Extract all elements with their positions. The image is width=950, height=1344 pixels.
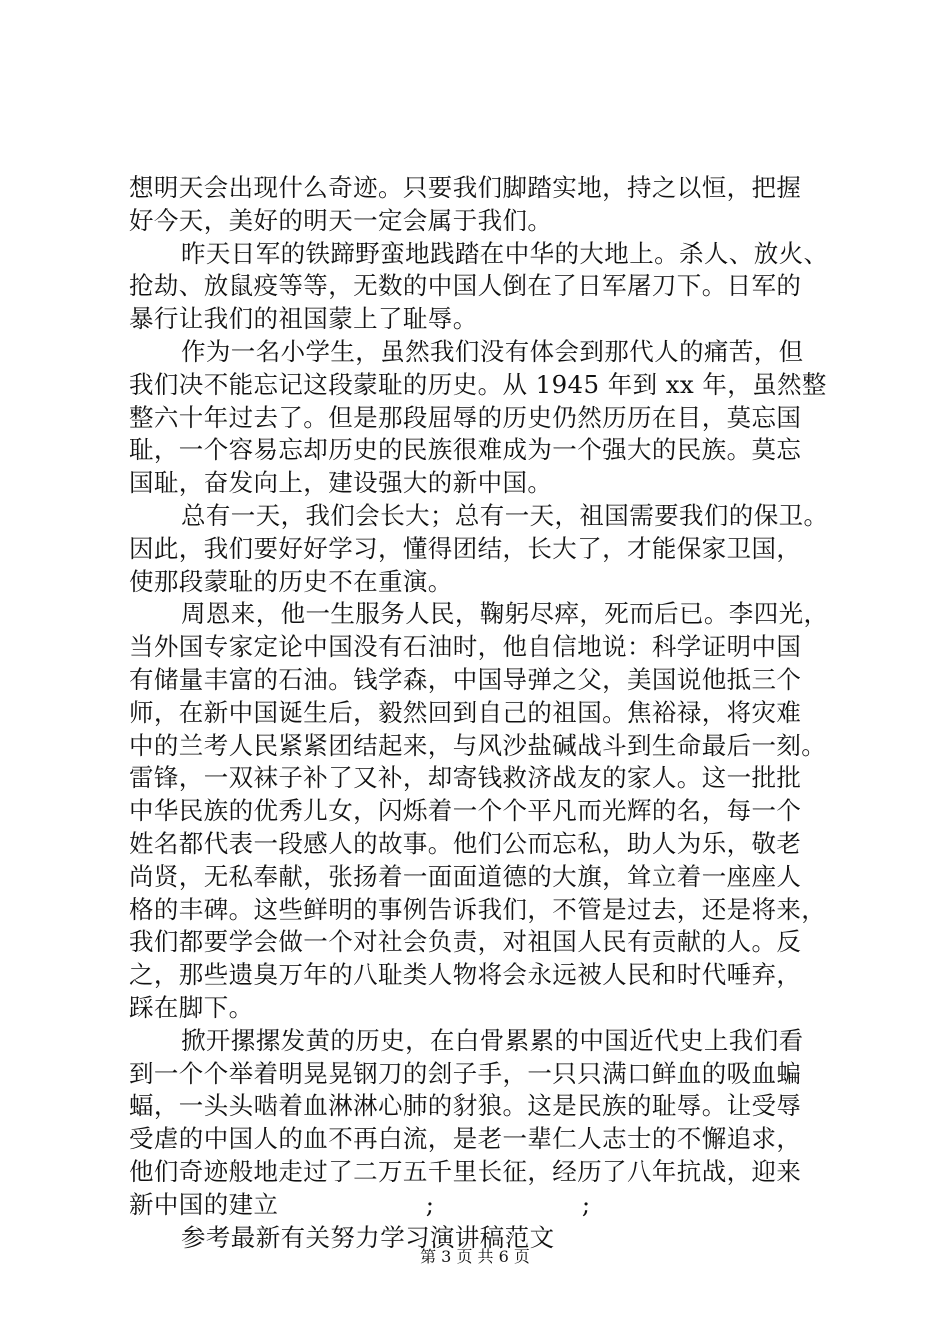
text-line: 受虐的中国人的血不再白流，是老一辈仁人志士的不懈追求， <box>129 1124 802 1154</box>
text-line: 之，那些遗臭万年的八耻类人物将会永远被人民和时代唾弃， <box>129 960 802 990</box>
paragraph-start-line: 周恩来，他一生服务人民，鞠躬尽瘁，死而后已。李四光， <box>181 599 829 629</box>
text-line: 我们决不能忘记这段蒙耻的历史。从 1945 年到 xx 年，虽然整 <box>129 369 827 399</box>
paragraph-start-line: 作为一名小学生，虽然我们没有体会到那代人的痛苦，但 <box>181 336 804 366</box>
paragraph-start-line: 总有一天，我们会长大；总有一天，祖国需要我们的保卫。 <box>181 500 829 530</box>
text-line: 好今天，美好的明天一定会属于我们。 <box>129 205 553 235</box>
text-line: 蝠，一头头啮着血淋淋心肺的豺狼。这是民族的耻辱。让受辱 <box>129 1091 802 1121</box>
paragraph-start-line: 参考最新有关努力学习演讲稿范文 <box>181 1222 555 1252</box>
text-line: 使那段蒙耻的历史不在重演。 <box>129 566 453 596</box>
text-line: 姓名都代表一段感人的故事。他们公而忘私，助人为乐，敬老 <box>129 828 802 858</box>
text-line: 整六十年过去了。但是那段屈辱的历史仍然历历在目，莫忘国 <box>129 402 802 432</box>
text-line: 想明天会出现什么奇迹。只要我们脚踏实地，持之以恒，把握 <box>129 173 802 202</box>
page-footer <box>0 1247 950 1267</box>
text-line: 中的兰考人民紧紧团结起来，与风沙盐碱战斗到生命最后一刻。 <box>129 730 827 760</box>
page-number-label: 第 3 页 共 6 页 <box>420 1247 530 1266</box>
paragraph-start-line: 昨天日军的铁蹄野蛮地践踏在中华的大地上。杀人、放火、 <box>181 238 829 268</box>
text-line: 抢劫、放鼠疫等等，无数的中国人倒在了日军屠刀下。日军的 <box>129 271 802 301</box>
text-line: 师，在新中国诞生后，毅然回到自己的祖国。焦裕禄，将灾难 <box>129 697 802 727</box>
text-line: 踩在脚下。 <box>129 992 254 1022</box>
text-line: 暴行让我们的祖国蒙上了耻辱。 <box>129 304 478 334</box>
document-body <box>129 172 829 1254</box>
text-line: 尚贤，无私奉献，张扬着一面面道德的大旗，耸立着一座座人 <box>129 861 802 891</box>
text-line: 他们奇迹般地走过了二万五千里长征，经历了八年抗战，迎来 <box>129 1156 802 1186</box>
text-line: 耻，一个容易忘却历史的民族很难成为一个强大的民族。莫忘 <box>129 435 802 465</box>
text-line: 新中国的建立 ; ; <box>129 1189 591 1219</box>
text-line: 到一个个举着明晃晃钢刀的刽子手，一只只满口鲜血的吸血蝙 <box>129 1058 802 1088</box>
text-line: 国耻，奋发向上，建设强大的新中国。 <box>129 468 553 498</box>
text-line: 有储量丰富的石油。钱学森，中国导弹之父，美国说他抵三个 <box>129 664 802 694</box>
text-line: 格的丰碑。这些鲜明的事例告诉我们，不管是过去，还是将来， <box>129 894 827 924</box>
text-line: 中华民族的优秀儿女，闪烁着一个个平凡而光辉的名，每一个 <box>129 796 802 826</box>
text-line: 当外国专家定论中国没有石油时，他自信地说：科学证明中国 <box>129 632 802 662</box>
text-line: 因此，我们要好好学习，懂得团结，长大了，才能保家卫国， <box>129 533 802 563</box>
text-line: 我们都要学会做一个对社会负责，对祖国人民有贡献的人。反 <box>129 927 802 957</box>
paragraph-start-line: 掀开摞摞发黄的历史，在白骨累累的中国近代史上我们看 <box>181 1025 804 1055</box>
text-line: 雷锋，一双袜子补了又补，却寄钱救济战友的家人。这一批批 <box>129 763 802 793</box>
